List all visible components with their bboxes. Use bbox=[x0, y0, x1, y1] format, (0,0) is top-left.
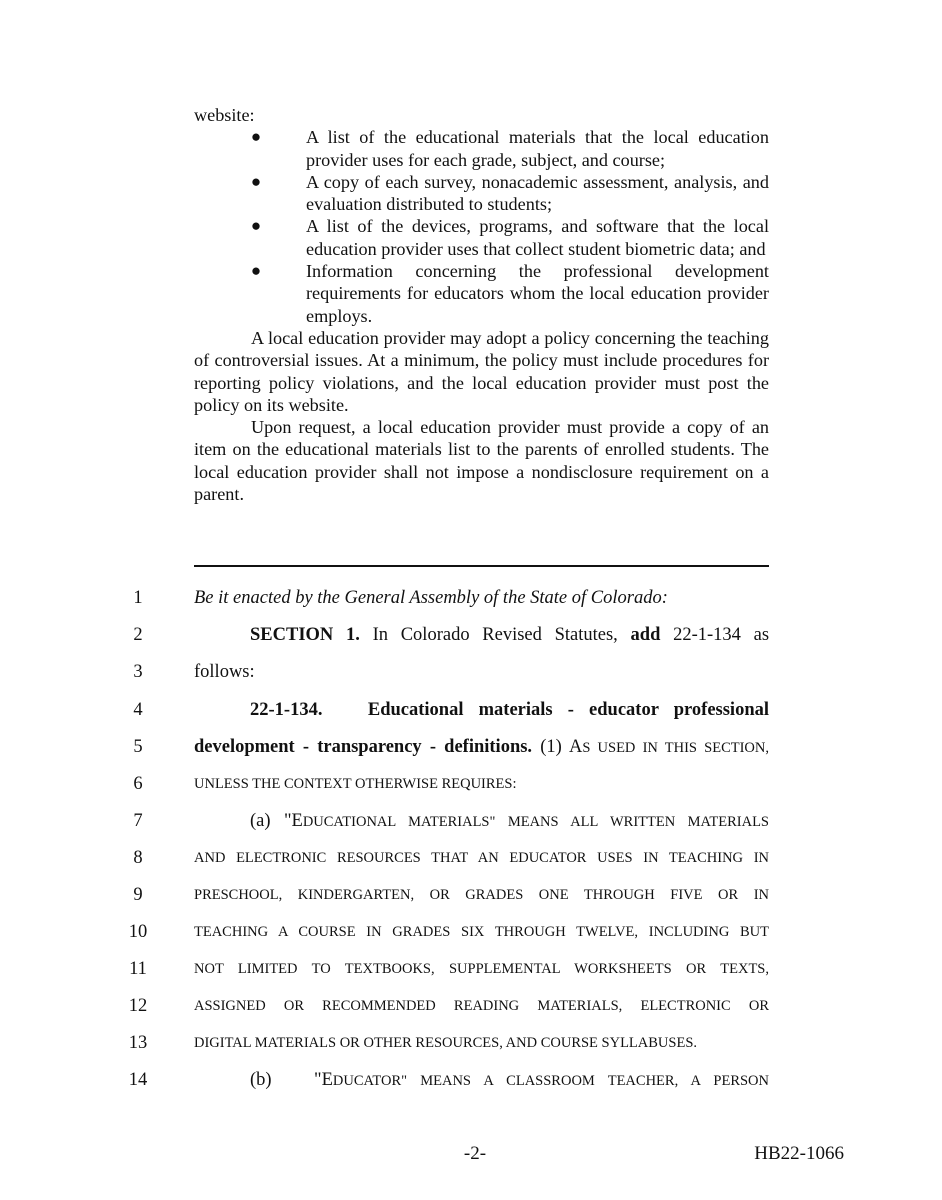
line-number: 5 bbox=[133, 737, 143, 757]
text-run: 22-1-134 as bbox=[673, 625, 770, 645]
line-number: 4 bbox=[133, 700, 143, 720]
bill-line bbox=[0, 951, 942, 988]
summary-bullet-list bbox=[194, 126, 769, 327]
bill-line bbox=[0, 914, 942, 951]
bill-line-text bbox=[194, 1062, 769, 1100]
summary-bullet-item bbox=[194, 126, 769, 171]
add-keyword: add bbox=[630, 625, 661, 645]
bullet-text: A list of the educational materials that the local education provider uses for each grade, subject, and course; bbox=[306, 127, 769, 170]
text-run: (b) "E bbox=[250, 1070, 333, 1090]
bill-line bbox=[0, 692, 942, 729]
line-number: 9 bbox=[133, 885, 143, 905]
bill-line bbox=[0, 1025, 942, 1062]
bill-line-text: TEACHING A COURSE IN GRADES SIX THROUGH TWELVE, INCLUDING BUT bbox=[194, 924, 769, 940]
bullet-icon: ● bbox=[250, 127, 262, 147]
bill-line-text: follows: bbox=[194, 662, 255, 682]
bill-line-text: DIGITAL MATERIALS OR OTHER RESOURCES, AND COURSE SYLLABUSES. bbox=[194, 1035, 698, 1051]
bill-line-text: ASSIGNED OR RECOMMENDED READING MATERIALS, ELECTRONIC OR bbox=[194, 998, 769, 1014]
bill-line bbox=[0, 877, 942, 914]
line-number: 2 bbox=[133, 625, 143, 645]
bullet-icon: ● bbox=[250, 216, 262, 236]
bullet-icon: ● bbox=[250, 261, 262, 281]
text-run: In Colorado Revised Statutes, bbox=[372, 625, 618, 645]
line-number: 6 bbox=[133, 774, 143, 794]
bill-summary bbox=[194, 104, 769, 505]
bill-line-text: NOT LIMITED TO TEXTBOOKS, SUPPLEMENTAL WORKSHEETS OR TEXTS, bbox=[194, 961, 769, 977]
summary-bullet-item bbox=[194, 171, 769, 216]
line-number: 8 bbox=[133, 848, 143, 868]
line-number: 1 bbox=[133, 588, 143, 608]
line-number: 12 bbox=[128, 996, 148, 1016]
text-run: DUCATOR" MEANS A CLASSROOM TEACHER, A PERSON bbox=[332, 1073, 769, 1089]
bill-line bbox=[0, 1062, 942, 1099]
summary-bullet-item bbox=[194, 215, 769, 260]
enacting-clause: Be it enacted by the General Assembly of the State of Colorado: bbox=[194, 588, 668, 608]
text-run: (a) "E bbox=[250, 811, 303, 831]
bill-line-text: AND ELECTRONIC RESOURCES THAT AN EDUCATOR USES IN TEACHING IN bbox=[194, 850, 769, 866]
bill-line bbox=[0, 729, 942, 766]
bill-line-text bbox=[194, 803, 769, 841]
text-run: S USED IN THIS SECTION, bbox=[582, 740, 769, 756]
bill-line bbox=[0, 654, 942, 691]
bill-line-text: 22-1-134. Educational materials - educator professional bbox=[250, 700, 769, 720]
text-run: DUCATIONAL MATERIALS" MEANS ALL WRITTEN MATERIALS bbox=[302, 814, 769, 830]
section-heading: SECTION 1. bbox=[250, 625, 360, 645]
summary-bullet-item bbox=[194, 260, 769, 327]
bill-line-text: PRESCHOOL, KINDERGARTEN, OR GRADES ONE THROUGH FIVE OR IN bbox=[194, 887, 769, 903]
bill-line bbox=[0, 803, 942, 840]
bill-line-text bbox=[194, 729, 769, 767]
line-number: 3 bbox=[133, 662, 143, 682]
bullet-text: A copy of each survey, nonacademic assessment, analysis, and evaluation distributed to students; bbox=[306, 171, 769, 215]
text-run: (1) A bbox=[540, 737, 583, 757]
section-title: development - transparency - definitions. bbox=[194, 737, 533, 757]
line-number: 11 bbox=[129, 959, 147, 979]
bill-line-text bbox=[194, 617, 769, 654]
line-number: 7 bbox=[133, 811, 143, 831]
bullet-icon: ● bbox=[250, 171, 262, 191]
bill-line bbox=[0, 840, 942, 877]
bullet-text: A list of the devices, programs, and software that the local education provider uses that collect student biometric data; and bbox=[306, 216, 769, 259]
bill-line bbox=[0, 580, 942, 617]
summary-paragraph: A local education provider may adopt a policy concerning the teaching of controversial issues. At a minimum, the policy must include procedures for reporting policy violations, and the local education provider must post the policy on its website. bbox=[194, 327, 769, 415]
summary-paragraph: Upon request, a local education provider must provide a copy of an item on the educational materials list to the parents of enrolled students. The local education provider shall not impose a nondisclosure requirement on a parent. bbox=[194, 417, 769, 505]
section-divider bbox=[194, 565, 769, 567]
bullet-text: Information concerning the professional development requirements for educators whom the local education provider employs. bbox=[306, 261, 769, 326]
bill-line bbox=[0, 766, 942, 803]
line-number: 10 bbox=[128, 922, 148, 942]
page-number: -2- bbox=[463, 1143, 487, 1164]
summary-intro: website: bbox=[194, 105, 255, 125]
line-number: 14 bbox=[128, 1070, 148, 1090]
bill-number: HB22-1066 bbox=[754, 1143, 844, 1164]
bill-line bbox=[0, 617, 942, 654]
line-number: 13 bbox=[128, 1033, 148, 1053]
bill-line-text: UNLESS THE CONTEXT OTHERWISE REQUIRES: bbox=[194, 776, 517, 792]
bill-line bbox=[0, 988, 942, 1025]
